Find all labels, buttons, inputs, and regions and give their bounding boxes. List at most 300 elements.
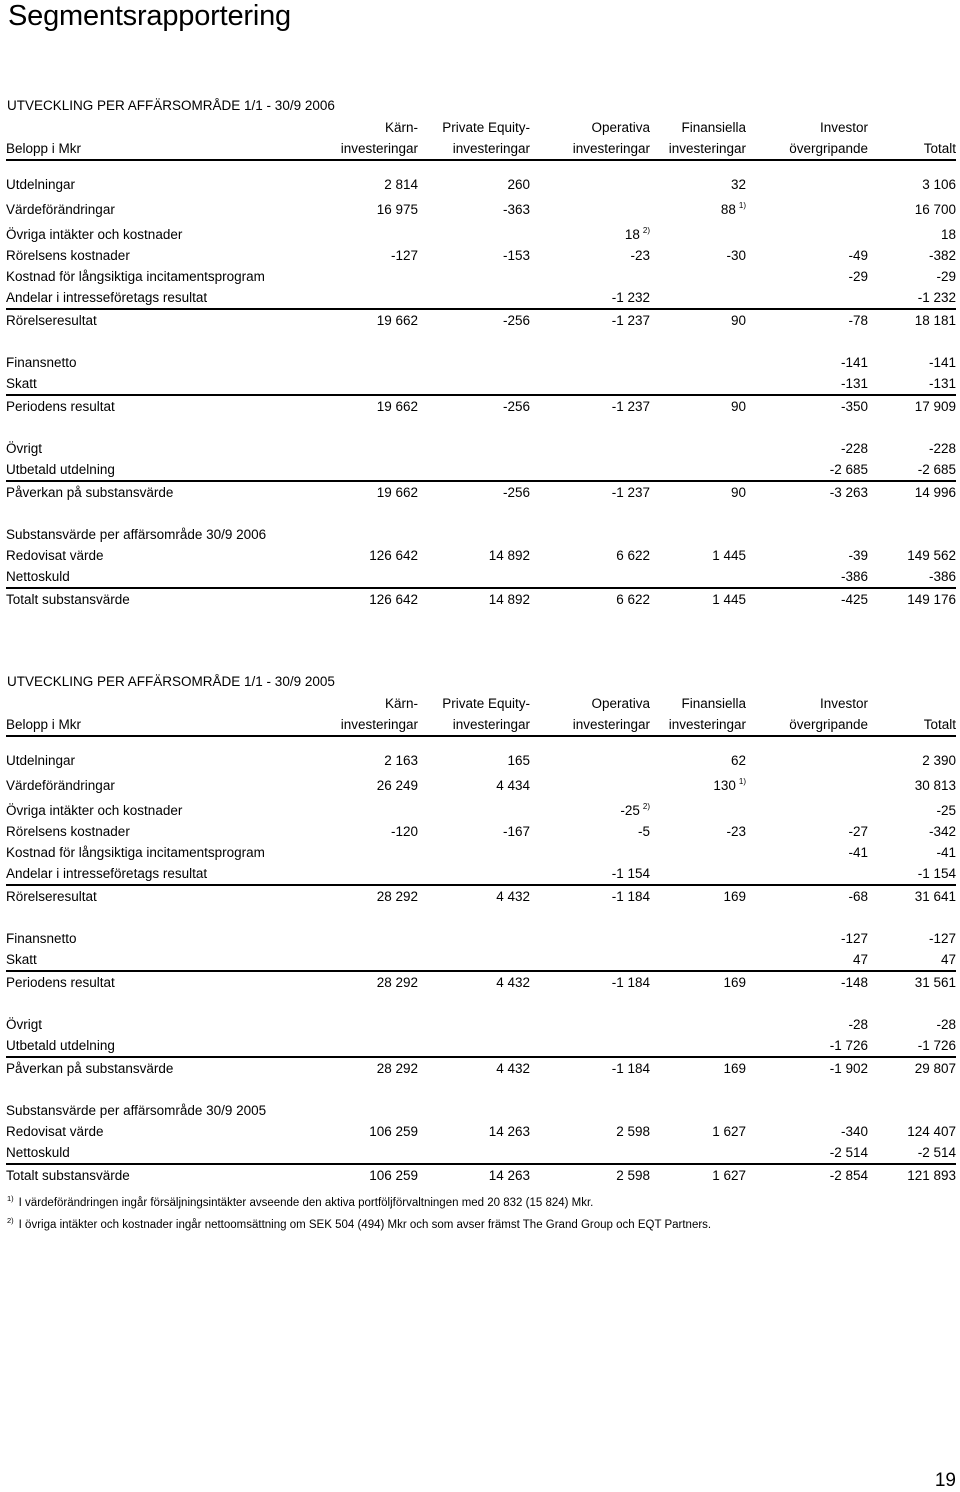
cell-value: 19 662 xyxy=(376,399,418,414)
value-cell xyxy=(868,524,956,545)
column-header-c2-line2: investeringar xyxy=(418,138,530,160)
value-cell xyxy=(868,395,956,417)
column-header-c5-line2: övergripande xyxy=(746,138,868,160)
cell-value: 14 892 xyxy=(488,548,530,563)
total-row xyxy=(6,971,956,993)
value-cell xyxy=(650,863,746,885)
cell-value: 169 xyxy=(723,975,746,990)
value-cell xyxy=(530,220,650,245)
cell-value: 90 xyxy=(730,313,746,328)
value-cell xyxy=(746,524,868,545)
cell-value: -386 xyxy=(840,569,868,584)
value-cell xyxy=(868,174,956,195)
table-row xyxy=(6,352,956,373)
value-cell xyxy=(650,971,746,993)
value-cell xyxy=(530,949,650,971)
cell-value: -41 xyxy=(848,845,868,860)
column-header-c4-line2: investeringar xyxy=(650,714,746,736)
row-label: Kostnad för långsiktiga incitamentsprogram xyxy=(6,269,265,284)
column-header-c1-line1: Kärn- xyxy=(384,696,418,711)
value-cell xyxy=(418,949,530,971)
row-label: Övriga intäkter och kostnader xyxy=(6,227,183,242)
value-cell xyxy=(868,750,956,771)
value-cell xyxy=(746,863,868,885)
value-cell xyxy=(746,1035,868,1057)
value-cell xyxy=(746,1014,868,1035)
cell-value: 19 662 xyxy=(376,485,418,500)
value-cell xyxy=(418,821,530,842)
value-cell xyxy=(746,545,868,566)
footnote-marker: 1) xyxy=(738,201,746,210)
column-header-c4-line1: Finansiella xyxy=(681,120,746,135)
row-label: Nettoskuld xyxy=(6,566,316,588)
value-cell xyxy=(316,863,418,885)
value-cell xyxy=(650,771,746,796)
table-row xyxy=(6,459,956,481)
cell-value: 18 xyxy=(624,227,640,242)
value-cell xyxy=(650,949,746,971)
row-label: Värdeförändringar xyxy=(6,202,115,217)
value-cell xyxy=(316,174,418,195)
cell-value: -2 514 xyxy=(829,1145,868,1160)
value-cell xyxy=(530,481,650,503)
cell-value: 2 598 xyxy=(616,1124,650,1139)
cell-value: 47 xyxy=(852,952,868,967)
value-cell xyxy=(650,373,746,395)
value-cell xyxy=(868,863,956,885)
column-header-c3-line1: Operativa xyxy=(591,120,650,135)
cell-value: 14 263 xyxy=(488,1124,530,1139)
section-heading-2005: UTVECKLING PER AFFÄRSOMRÅDE 1/1 - 30/9 2005 xyxy=(7,674,335,689)
cell-value: 149 176 xyxy=(907,592,956,607)
value-cell xyxy=(530,459,650,481)
column-header-c1-line1: Kärn- xyxy=(384,120,418,135)
row-label: Substansvärde per affärsområde 30/9 2006 xyxy=(6,527,267,542)
value-cell xyxy=(316,524,418,545)
value-cell xyxy=(530,545,650,566)
value-cell xyxy=(746,220,868,245)
cell-value: -120 xyxy=(390,824,418,839)
value-cell xyxy=(868,928,956,949)
cell-value: 31 561 xyxy=(914,975,956,990)
value-cell xyxy=(418,220,530,245)
cell-value: -1 902 xyxy=(829,1061,868,1076)
spacer-cell xyxy=(6,160,956,174)
value-cell xyxy=(868,545,956,566)
cell-value: -148 xyxy=(840,975,868,990)
value-cell xyxy=(746,266,868,287)
footnote-marker: 1) xyxy=(738,777,746,786)
value-cell xyxy=(418,1014,530,1035)
cell-value: -49 xyxy=(848,248,868,263)
column-header-c5-line1: Investor xyxy=(819,696,868,711)
value-cell xyxy=(530,750,650,771)
value-cell xyxy=(418,750,530,771)
value-cell xyxy=(530,1014,650,1035)
value-cell xyxy=(650,1121,746,1142)
cell-value: -29 xyxy=(936,269,956,284)
cell-value: -1 232 xyxy=(611,290,650,305)
cell-value: 26 249 xyxy=(376,778,418,793)
value-cell xyxy=(650,220,746,245)
spacer-row xyxy=(6,1079,956,1100)
value-cell xyxy=(316,566,418,588)
cell-value: 126 642 xyxy=(369,548,418,563)
total-row xyxy=(6,885,956,907)
cell-value: 3 106 xyxy=(922,177,956,192)
cell-value: 130 xyxy=(713,778,736,793)
value-cell xyxy=(746,796,868,821)
spacer-cell xyxy=(6,736,956,750)
value-cell xyxy=(530,373,650,395)
value-cell xyxy=(316,971,418,993)
value-cell xyxy=(868,1100,956,1121)
column-header-c2-line1: Private Equity- xyxy=(442,120,530,135)
value-cell xyxy=(530,842,650,863)
value-cell xyxy=(418,796,530,821)
row-label: Totalt substansvärde xyxy=(6,1168,130,1183)
value-cell xyxy=(868,821,956,842)
value-cell xyxy=(418,395,530,417)
cell-value: 19 662 xyxy=(376,313,418,328)
cell-value: 16 700 xyxy=(914,202,956,217)
cell-value: 28 292 xyxy=(376,1061,418,1076)
value-cell xyxy=(530,438,650,459)
row-label: Totalt substansvärde xyxy=(6,592,130,607)
row-label: Värdeförändringar xyxy=(6,778,115,793)
column-header-c1-line2: investeringar xyxy=(316,714,418,736)
cell-value: -27 xyxy=(848,824,868,839)
spacer-cell xyxy=(6,331,956,352)
cell-value: -127 xyxy=(390,248,418,263)
cell-value: 1 445 xyxy=(712,548,746,563)
value-cell xyxy=(316,750,418,771)
footnote-2: $^{2)}$ I övriga intäkter och kostnader ingår nettoomsättning om SEK 504 (494) Mkr och som avser främst The Grand Group och EQT Partners. xyxy=(7,1216,712,1231)
header-row-bottom xyxy=(6,714,956,736)
value-cell xyxy=(418,524,530,545)
value-cell xyxy=(316,481,418,503)
spacer-cell xyxy=(6,993,956,1014)
column-header-c1-line2: investeringar xyxy=(316,138,418,160)
value-cell xyxy=(418,588,530,610)
cell-value: -350 xyxy=(840,399,868,414)
value-cell xyxy=(746,174,868,195)
table-row xyxy=(6,1121,956,1142)
column-header-c4-line1: Finansiella xyxy=(681,696,746,711)
value-cell xyxy=(418,566,530,588)
value-cell xyxy=(530,287,650,309)
value-cell xyxy=(868,1142,956,1164)
column-header-c6-line1 xyxy=(868,693,956,714)
value-cell xyxy=(746,750,868,771)
row-label: Periodens resultat xyxy=(6,399,115,414)
value-cell xyxy=(868,796,956,821)
table-row xyxy=(6,438,956,459)
value-cell xyxy=(746,245,868,266)
value-cell xyxy=(746,821,868,842)
spacer-row xyxy=(6,503,956,524)
value-cell xyxy=(746,771,868,796)
spacer-row xyxy=(6,331,956,352)
cell-value: 28 292 xyxy=(376,889,418,904)
column-header-c2-line1: Private Equity- xyxy=(442,696,530,711)
row-label: Rörelseresultat xyxy=(6,889,97,904)
cell-value: 29 807 xyxy=(914,1061,956,1076)
cell-value: -28 xyxy=(848,1017,868,1032)
footnote-marker: 2) xyxy=(642,802,650,811)
cell-value: 6 622 xyxy=(616,548,650,563)
cell-value: -131 xyxy=(840,376,868,391)
cell-value: 1 627 xyxy=(712,1168,746,1183)
value-cell xyxy=(530,174,650,195)
table-row xyxy=(6,195,956,220)
value-cell xyxy=(746,1100,868,1121)
value-cell xyxy=(868,771,956,796)
header-row-top xyxy=(6,117,956,138)
value-cell xyxy=(650,524,746,545)
value-cell xyxy=(868,1035,956,1057)
cell-value: 2 163 xyxy=(384,753,418,768)
header-row-bottom xyxy=(6,138,956,160)
cell-value: -23 xyxy=(726,824,746,839)
cell-value: -1 237 xyxy=(611,399,650,414)
table-row xyxy=(6,266,956,287)
value-cell xyxy=(316,1035,418,1057)
cell-value: 169 xyxy=(723,1061,746,1076)
cell-value: -141 xyxy=(928,355,956,370)
cell-value: 169 xyxy=(723,889,746,904)
value-cell xyxy=(868,266,956,287)
value-cell xyxy=(418,459,530,481)
value-cell xyxy=(316,949,418,971)
value-cell xyxy=(418,863,530,885)
value-cell xyxy=(868,1121,956,1142)
value-cell xyxy=(868,373,956,395)
column-header-c4-line2: investeringar xyxy=(650,138,746,160)
column-header-c3-line1: Operativa xyxy=(591,696,650,711)
column-header-c6-line2: Totalt xyxy=(868,138,956,160)
spacer-row xyxy=(6,417,956,438)
value-cell xyxy=(418,928,530,949)
table-row xyxy=(6,220,956,245)
cell-value: 88 xyxy=(720,202,736,217)
cell-value: 90 xyxy=(730,399,746,414)
value-cell xyxy=(746,928,868,949)
value-cell xyxy=(418,1057,530,1079)
value-cell xyxy=(868,566,956,588)
value-cell xyxy=(316,395,418,417)
value-cell xyxy=(316,821,418,842)
total-row xyxy=(6,395,956,417)
spacer-cell xyxy=(6,503,956,524)
value-cell xyxy=(868,1014,956,1035)
value-cell xyxy=(650,395,746,417)
cell-value: -382 xyxy=(928,248,956,263)
value-cell xyxy=(868,459,956,481)
value-cell xyxy=(418,1142,530,1164)
spacer-row xyxy=(6,736,956,750)
value-cell xyxy=(650,287,746,309)
value-cell xyxy=(746,352,868,373)
row-label: Finansnetto xyxy=(6,931,77,946)
cell-value: 106 259 xyxy=(369,1168,418,1183)
header-row-top xyxy=(6,693,956,714)
value-cell xyxy=(316,1164,418,1186)
cell-value: -342 xyxy=(928,824,956,839)
cell-value: 2 598 xyxy=(616,1168,650,1183)
cell-value: -25 xyxy=(936,803,956,818)
cell-value: 124 407 xyxy=(907,1124,956,1139)
row-label: Utbetald utdelning xyxy=(6,459,316,481)
value-cell xyxy=(530,821,650,842)
value-cell xyxy=(746,309,868,331)
value-cell xyxy=(650,266,746,287)
cell-value: -2 514 xyxy=(917,1145,956,1160)
cell-value: 6 622 xyxy=(616,592,650,607)
cell-value: -386 xyxy=(928,569,956,584)
table-row xyxy=(6,1035,956,1057)
value-cell xyxy=(746,566,868,588)
value-cell xyxy=(650,750,746,771)
cell-value: -28 xyxy=(936,1017,956,1032)
value-cell xyxy=(530,885,650,907)
cell-value: 4 432 xyxy=(496,975,530,990)
total-row xyxy=(6,588,956,610)
column-header-c6-line1 xyxy=(868,117,956,138)
value-cell xyxy=(650,588,746,610)
value-cell xyxy=(316,220,418,245)
value-cell xyxy=(530,863,650,885)
cell-value: -5 xyxy=(637,824,650,839)
spacer-row xyxy=(6,993,956,1014)
value-cell xyxy=(746,842,868,863)
value-cell xyxy=(650,928,746,949)
value-cell xyxy=(868,971,956,993)
column-header-c2-line2: investeringar xyxy=(418,714,530,736)
row-label: Redovisat värde xyxy=(6,1124,104,1139)
cell-value: 47 xyxy=(940,952,956,967)
value-cell xyxy=(868,195,956,220)
value-cell xyxy=(746,395,868,417)
total-row xyxy=(6,1057,956,1079)
cell-value: -1 237 xyxy=(611,313,650,328)
value-cell xyxy=(530,1164,650,1186)
cell-value: 32 xyxy=(730,177,746,192)
cell-value: 121 893 xyxy=(907,1168,956,1183)
value-cell xyxy=(316,352,418,373)
cell-value: -127 xyxy=(928,931,956,946)
cell-value: 14 996 xyxy=(914,485,956,500)
cell-value: 106 259 xyxy=(369,1124,418,1139)
cell-value: -41 xyxy=(936,845,956,860)
value-cell xyxy=(418,438,530,459)
value-cell xyxy=(316,195,418,220)
value-cell xyxy=(650,1057,746,1079)
row-label: Periodens resultat xyxy=(6,975,115,990)
footnote-marker: 2) xyxy=(642,226,650,235)
value-cell xyxy=(316,545,418,566)
value-cell xyxy=(418,309,530,331)
value-cell xyxy=(746,195,868,220)
row-label: Andelar i intresseföretags resultat xyxy=(6,863,316,885)
value-cell xyxy=(746,588,868,610)
cell-value: -340 xyxy=(840,1124,868,1139)
row-label: Påverkan på substansvärde xyxy=(6,485,174,500)
cell-value: -425 xyxy=(840,592,868,607)
value-cell xyxy=(530,1035,650,1057)
cell-value: 4 434 xyxy=(496,778,530,793)
value-cell xyxy=(746,1121,868,1142)
value-cell xyxy=(868,842,956,863)
value-cell xyxy=(746,885,868,907)
value-cell xyxy=(530,195,650,220)
cell-value: -39 xyxy=(848,548,868,563)
row-label: Övriga intäkter och kostnader xyxy=(6,803,183,818)
cell-value: -3 263 xyxy=(829,485,868,500)
value-cell xyxy=(418,195,530,220)
value-cell xyxy=(746,373,868,395)
column-header-c3-line2: investeringar xyxy=(530,714,650,736)
table-row xyxy=(6,545,956,566)
column-header-label: Belopp i Mkr xyxy=(6,138,316,160)
cell-value: 18 xyxy=(940,227,956,242)
row-label: Substansvärde per affärsområde 30/9 2005 xyxy=(6,1103,267,1118)
value-cell xyxy=(418,266,530,287)
value-cell xyxy=(316,928,418,949)
cell-value: 28 292 xyxy=(376,975,418,990)
cell-value: -1 184 xyxy=(611,889,650,904)
value-cell xyxy=(650,566,746,588)
value-cell xyxy=(418,842,530,863)
value-cell xyxy=(746,1164,868,1186)
row-label: Påverkan på substansvärde xyxy=(6,1061,174,1076)
cell-value: -153 xyxy=(502,248,530,263)
value-cell xyxy=(418,1164,530,1186)
table-row xyxy=(6,1014,956,1035)
value-cell xyxy=(316,588,418,610)
value-cell xyxy=(650,245,746,266)
value-cell xyxy=(530,1121,650,1142)
cell-value: -2 854 xyxy=(829,1168,868,1183)
cell-value: 62 xyxy=(730,753,746,768)
cell-value: 16 975 xyxy=(376,202,418,217)
value-cell xyxy=(530,796,650,821)
cell-value: -363 xyxy=(502,202,530,217)
value-cell xyxy=(746,1142,868,1164)
page-title: Segmentsrapportering xyxy=(8,0,291,32)
table-row xyxy=(6,373,956,395)
cell-value: -2 685 xyxy=(917,462,956,477)
value-cell xyxy=(530,588,650,610)
page-number: 19 xyxy=(934,1470,956,1491)
value-cell xyxy=(530,1057,650,1079)
cell-value: -1 154 xyxy=(611,866,650,881)
value-cell xyxy=(650,821,746,842)
cell-value: -127 xyxy=(840,931,868,946)
value-cell xyxy=(316,287,418,309)
cell-value: 260 xyxy=(507,177,530,192)
value-cell xyxy=(530,266,650,287)
value-cell xyxy=(650,545,746,566)
value-cell xyxy=(418,1035,530,1057)
cell-value: -228 xyxy=(928,441,956,456)
value-cell xyxy=(418,545,530,566)
column-header-label: Belopp i Mkr xyxy=(6,714,316,736)
header-cell xyxy=(6,117,316,138)
value-cell xyxy=(650,1014,746,1035)
cell-value: -30 xyxy=(726,248,746,263)
value-cell xyxy=(746,971,868,993)
